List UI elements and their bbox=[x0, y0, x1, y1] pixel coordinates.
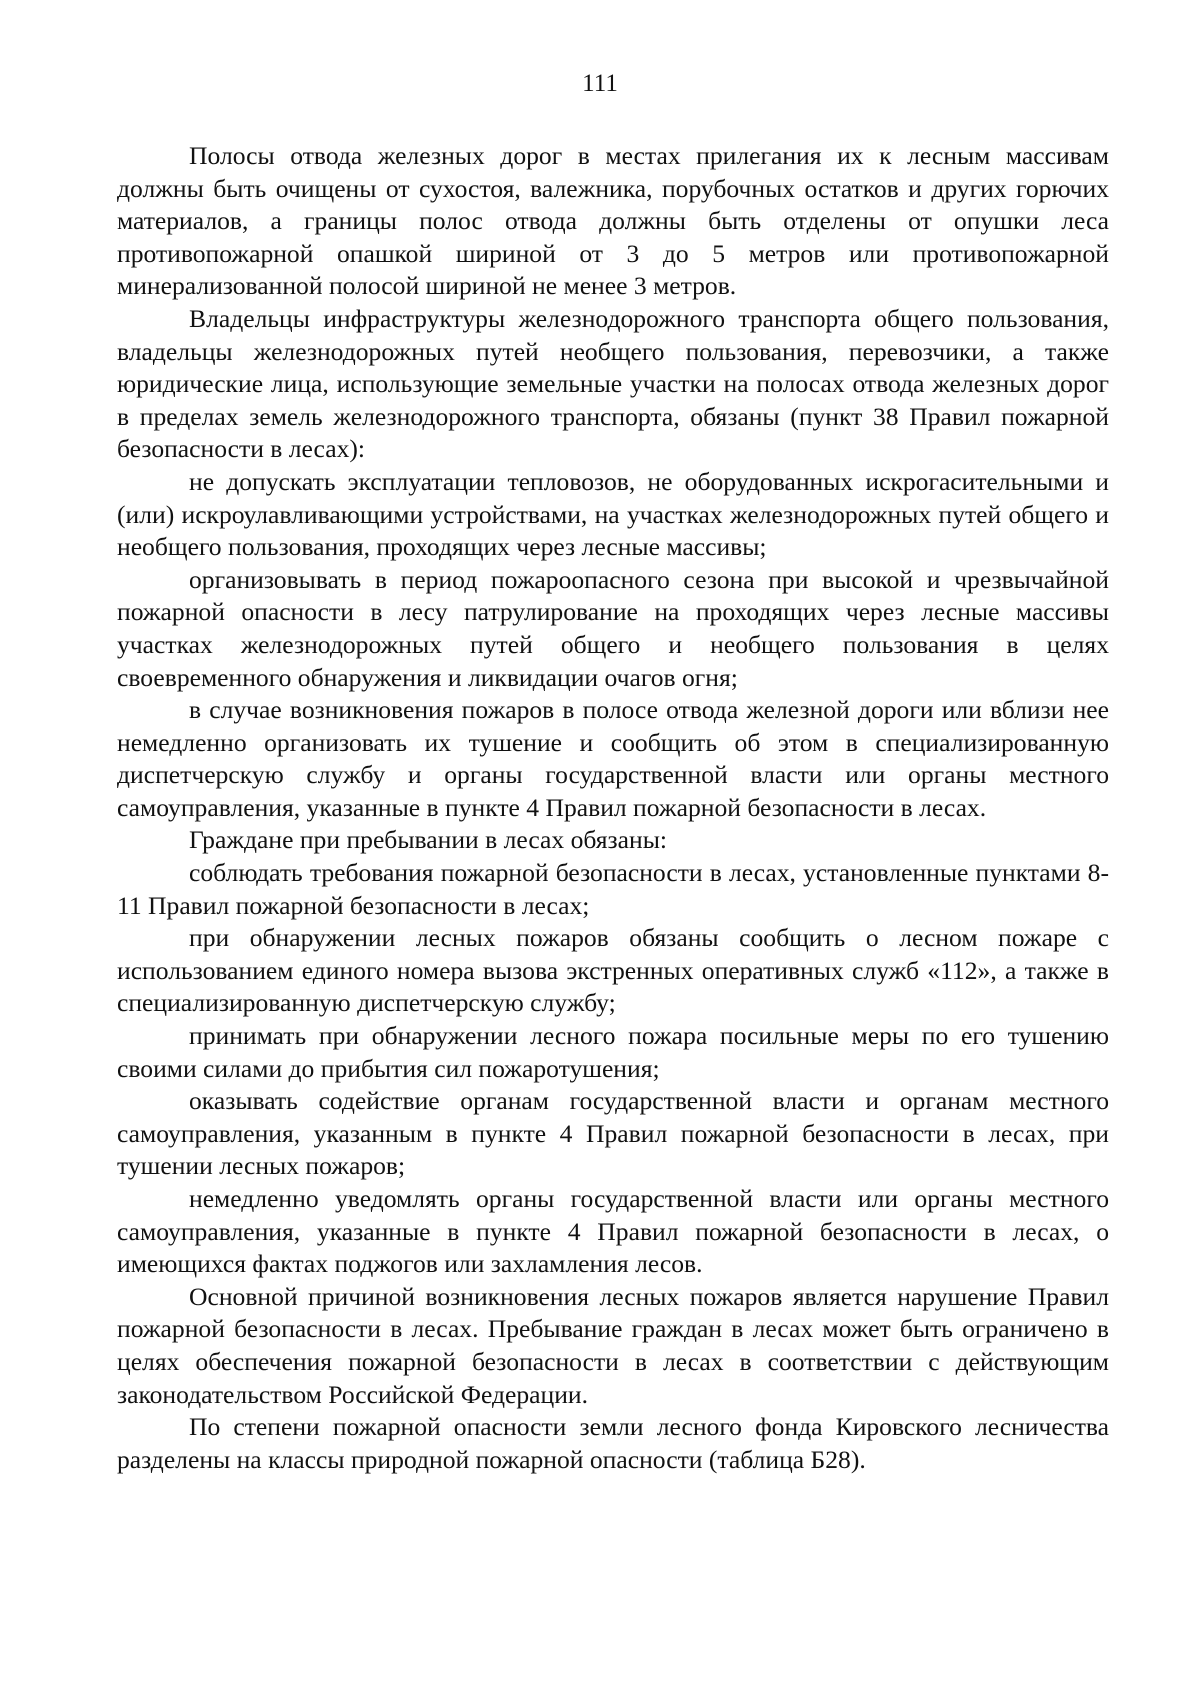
paragraph-railway-owners-obligations: Владельцы инфраструктуры железнодорожного транспорта общего пользования, владельцы железнодорожных путей необщего пользования, перевозчики, а также юридические лица, использующие земельные участки на полосах отвода железных дорог в пределах земель железнодорожного транспорта, обязаны (пункт 38 Правил пожарной безопасности в лесах): bbox=[117, 303, 1109, 464]
paragraph-patrolling: организовывать в период пожароопасного сезона при высокой и чрезвычайной пожарной опасности в лесу патрулирование на проходящих через лесные массивы участках железнодорожных путей общего и необщего пользования в целях своевременного обнаружения и ликвидации очагов огня; bbox=[117, 564, 1109, 692]
paragraph-citizens-obligations: Граждане при пребывании в лесах обязаны: bbox=[189, 825, 668, 855]
paragraph-notify-arson: немедленно уведомлять органы государственной власти или органы местного самоуправления, указанные в пункте 4 Правил пожарной безопасности в лесах, о имеющихся фактах поджогов или захламления лесов. bbox=[117, 1184, 1109, 1279]
paragraph-fire-response: в случае возникновения пожаров в полосе отвода железной дороги или вблизи нее немедленно организовать их тушение и сообщить об этом в специализированную диспетчерскую службу и органы государственной власти или органы местного самоуправления, указанные в пункте 4 Правил пожарной безопасности в лесах. bbox=[117, 695, 1109, 822]
paragraph-railway-clearance: Полосы отвода железных дорог в местах прилегания их к лесным массивам должны быть очищены от сухостоя, валежника, порубочных остатков и других горючих материалов, а границы полос отвода должны быть отделены от опушки леса противопожарной опашкой шириной от 3 до 5 метров или противопожарной минерализованной полосой шириной не менее 3 метров. bbox=[117, 141, 1109, 301]
paragraph-take-measures: принимать при обнаружении лесного пожара посильные меры по его тушению своими силами до прибытия сил пожаротушения; bbox=[117, 1021, 1109, 1083]
paragraph-main-cause: Основной причиной возникновения лесных пожаров является нарушение Правил пожарной безопасности в лесах. Пребывание граждан в лесах может быть ограничено в целях обеспечения пожарной безопасности в лесах в соответствии с действующим законодательством Российской Федерации. bbox=[117, 1281, 1109, 1409]
paragraph-locomotive-restriction: не допускать эксплуатации тепловозов, не оборудованных искрогасительными и (или) искроулавливающими устройствами, на участках железнодорожных путей общего и необщего пользования, проходящих через лесные массивы; bbox=[117, 466, 1109, 562]
paragraph-comply-requirements: соблюдать требования пожарной безопасности в лесах, установленные пунктами 8-11 Правил пожарной безопасности в лесах; bbox=[117, 858, 1109, 920]
page-number: 111 bbox=[582, 70, 618, 97]
paragraph-assist-authorities: оказывать содействие органам государственной власти и органам местного самоуправления, указанным в пункте 4 Правил пожарной безопасности в лесах, при тушении лесных пожаров; bbox=[117, 1086, 1109, 1181]
paragraph-fire-classes: По степени пожарной опасности земли лесного фонда Кировского лесничества разделены на классы природной пожарной опасности (таблица Б28). bbox=[117, 1412, 1109, 1474]
document-body bbox=[117, 140, 1109, 1476]
paragraph-report-fire: при обнаружении лесных пожаров обязаны сообщить о лесном пожаре с использованием единого номера вызова экстренных оперативных служб «112», а также в специализированную диспетчерскую службу; bbox=[117, 923, 1109, 1018]
